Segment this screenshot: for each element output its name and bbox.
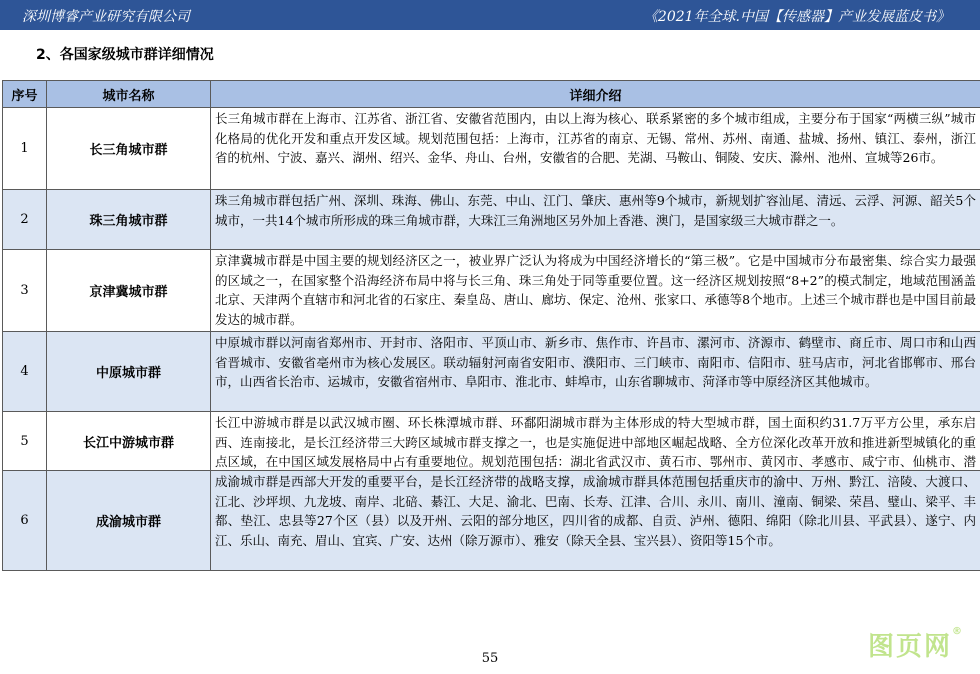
row-detail: 长江中游城市群是以武汉城市圈、环长株潭城市群、环鄱阳湖城市群为主体形成的特大型城市群，国土面积约31.7万平方公里，承东启西、连南接北，是长江经济带三大跨区域城市群支撑之一，也是实施促进中部地区崛起战略、全方位深化改革开放和推进新型城镇化的重点区域，在中国区域发展格局中占有重要地位。规划范围包括：湖北省武汉市、黄石市、鄂州市、黄冈市、孝感市、咸宁市、仙桃市、潜 [215,415,976,469]
header-organization: 深圳博睿产业研究有限公司 [22,9,190,25]
table-row [3,471,980,571]
table-row [3,190,980,250]
row-index: 3 [3,250,47,332]
page-header-bar [0,0,980,30]
header-report-title: 《2021年全球.中国【传感器】产业发展蓝皮书》 [643,9,950,25]
row-detail: 中原城市群以河南省郑州市、开封市、洛阳市、平顶山市、新乡市、焦作市、许昌市、漯河市、济源市、鹤壁市、商丘市、周口市和山西省晋城市、安徽省亳州市为核心发展区。联动辐射河南省安阳市、濮阳市、三门峡市、南阳市、信阳市、驻马店市，河北省邯郸市、邢台市，山西省长治市、运城市，安徽省宿州市、阜阳市、淮北市、蚌埠市，山东省聊城市、菏泽市等中原经济区其他城市。 [215,335,976,389]
city-cluster-table [2,80,980,571]
row-city-name: 京津冀城市群 [47,250,211,332]
row-index: 2 [3,190,47,250]
row-index: 4 [3,332,47,412]
row-city-name: 长江中游城市群 [47,412,211,471]
table-header-row [3,81,980,108]
column-header-index: 序号 [3,81,47,108]
row-city-name: 珠三角城市群 [47,190,211,250]
row-detail: 长三角城市群在上海市、江苏省、浙江省、安徽省范围内，由以上海为核心、联系紧密的多个城市组成，主要分布于国家“两横三纵”城市化格局的优化开发和重点开发区域。规划范围包括：上海市，江苏省的南京、无锡、常州、苏州、南通、盐城、扬州、镇江、泰州，浙江省的杭州、宁波、嘉兴、湖州、绍兴、金华、舟山、台州，安徽省的合肥、芜湖、马鞍山、铜陵、安庆、滁州、池州、宣城等26市。 [215,111,976,165]
page-number: 55 [481,651,499,666]
row-detail: 珠三角城市群包括广州、深圳、珠海、佛山、东莞、中山、江门、肇庆、惠州等9个城市，新规划扩容汕尾、清远、云浮、河源、韶关5个城市，一共14个城市所形成的珠三角城市群，大珠江三角洲地区另外加上香港、澳门，是国家级三大城市群之一。 [215,193,976,228]
row-detail: 京津冀城市群是中国主要的规划经济区之一，被业界广泛认为将成为中国经济增长的“第三极”。它是中国城市分布最密集、综合实力最强的区域之一，在国家整个沿海经济布局中将与长三角、珠三角处于同等重要位置。这一经济区规划按照“8+2”的模式制定，地域范围涵盖北京、天津两个直辖市和河北省的石家庄、秦皇岛、唐山、廊坊、保定、沧州、张家口、承德等8个地市。上述三个城市群也是中国目前最发达的城市群。 [215,253,976,327]
row-detail-cell [211,250,980,332]
row-city-name: 中原城市群 [47,332,211,412]
row-index: 6 [3,471,47,571]
watermark-text: 图页网 [867,632,952,662]
row-index: 5 [3,412,47,471]
row-city-name: 长三角城市群 [47,108,211,190]
section-title: 2、各国家级城市群详细情况 [36,47,214,63]
row-detail-cell [211,108,980,190]
table-row [3,412,980,471]
table-row [3,108,980,190]
row-index: 1 [3,108,47,190]
watermark-logo [868,626,964,663]
registered-mark: ® [952,626,964,637]
row-detail-cell [211,190,980,250]
row-detail-cell [211,412,980,471]
column-header-city-name: 城市名称 [47,81,211,108]
row-city-name: 成渝城市群 [47,471,211,571]
row-detail: 成渝城市群是西部大开发的重要平台，是长江经济带的战略支撑，成渝城市群具体范围包括重庆市的渝中、万州、黔江、涪陵、大渡口、江北、沙坪坝、九龙坡、南岸、北碚、綦江、大足、渝北、巴南、长寿、江津、合川、永川、南川、潼南、铜梁、荣昌、璧山、梁平、丰都、垫江、忠县等27个区（县）以及开州、云阳的部分地区，四川省的成都、自贡、泸州、德阳、绵阳（除北川县、平武县）、遂宁、内江、乐山、南充、眉山、宜宾、广安、达州（除万源市）、雅安（除天全县、宝兴县）、资阳等15个市。 [215,474,976,548]
table-row [3,250,980,332]
table-row [3,332,980,412]
row-detail-cell [211,471,980,571]
row-detail-cell [211,332,980,412]
column-header-detail: 详细介绍 [211,81,980,108]
